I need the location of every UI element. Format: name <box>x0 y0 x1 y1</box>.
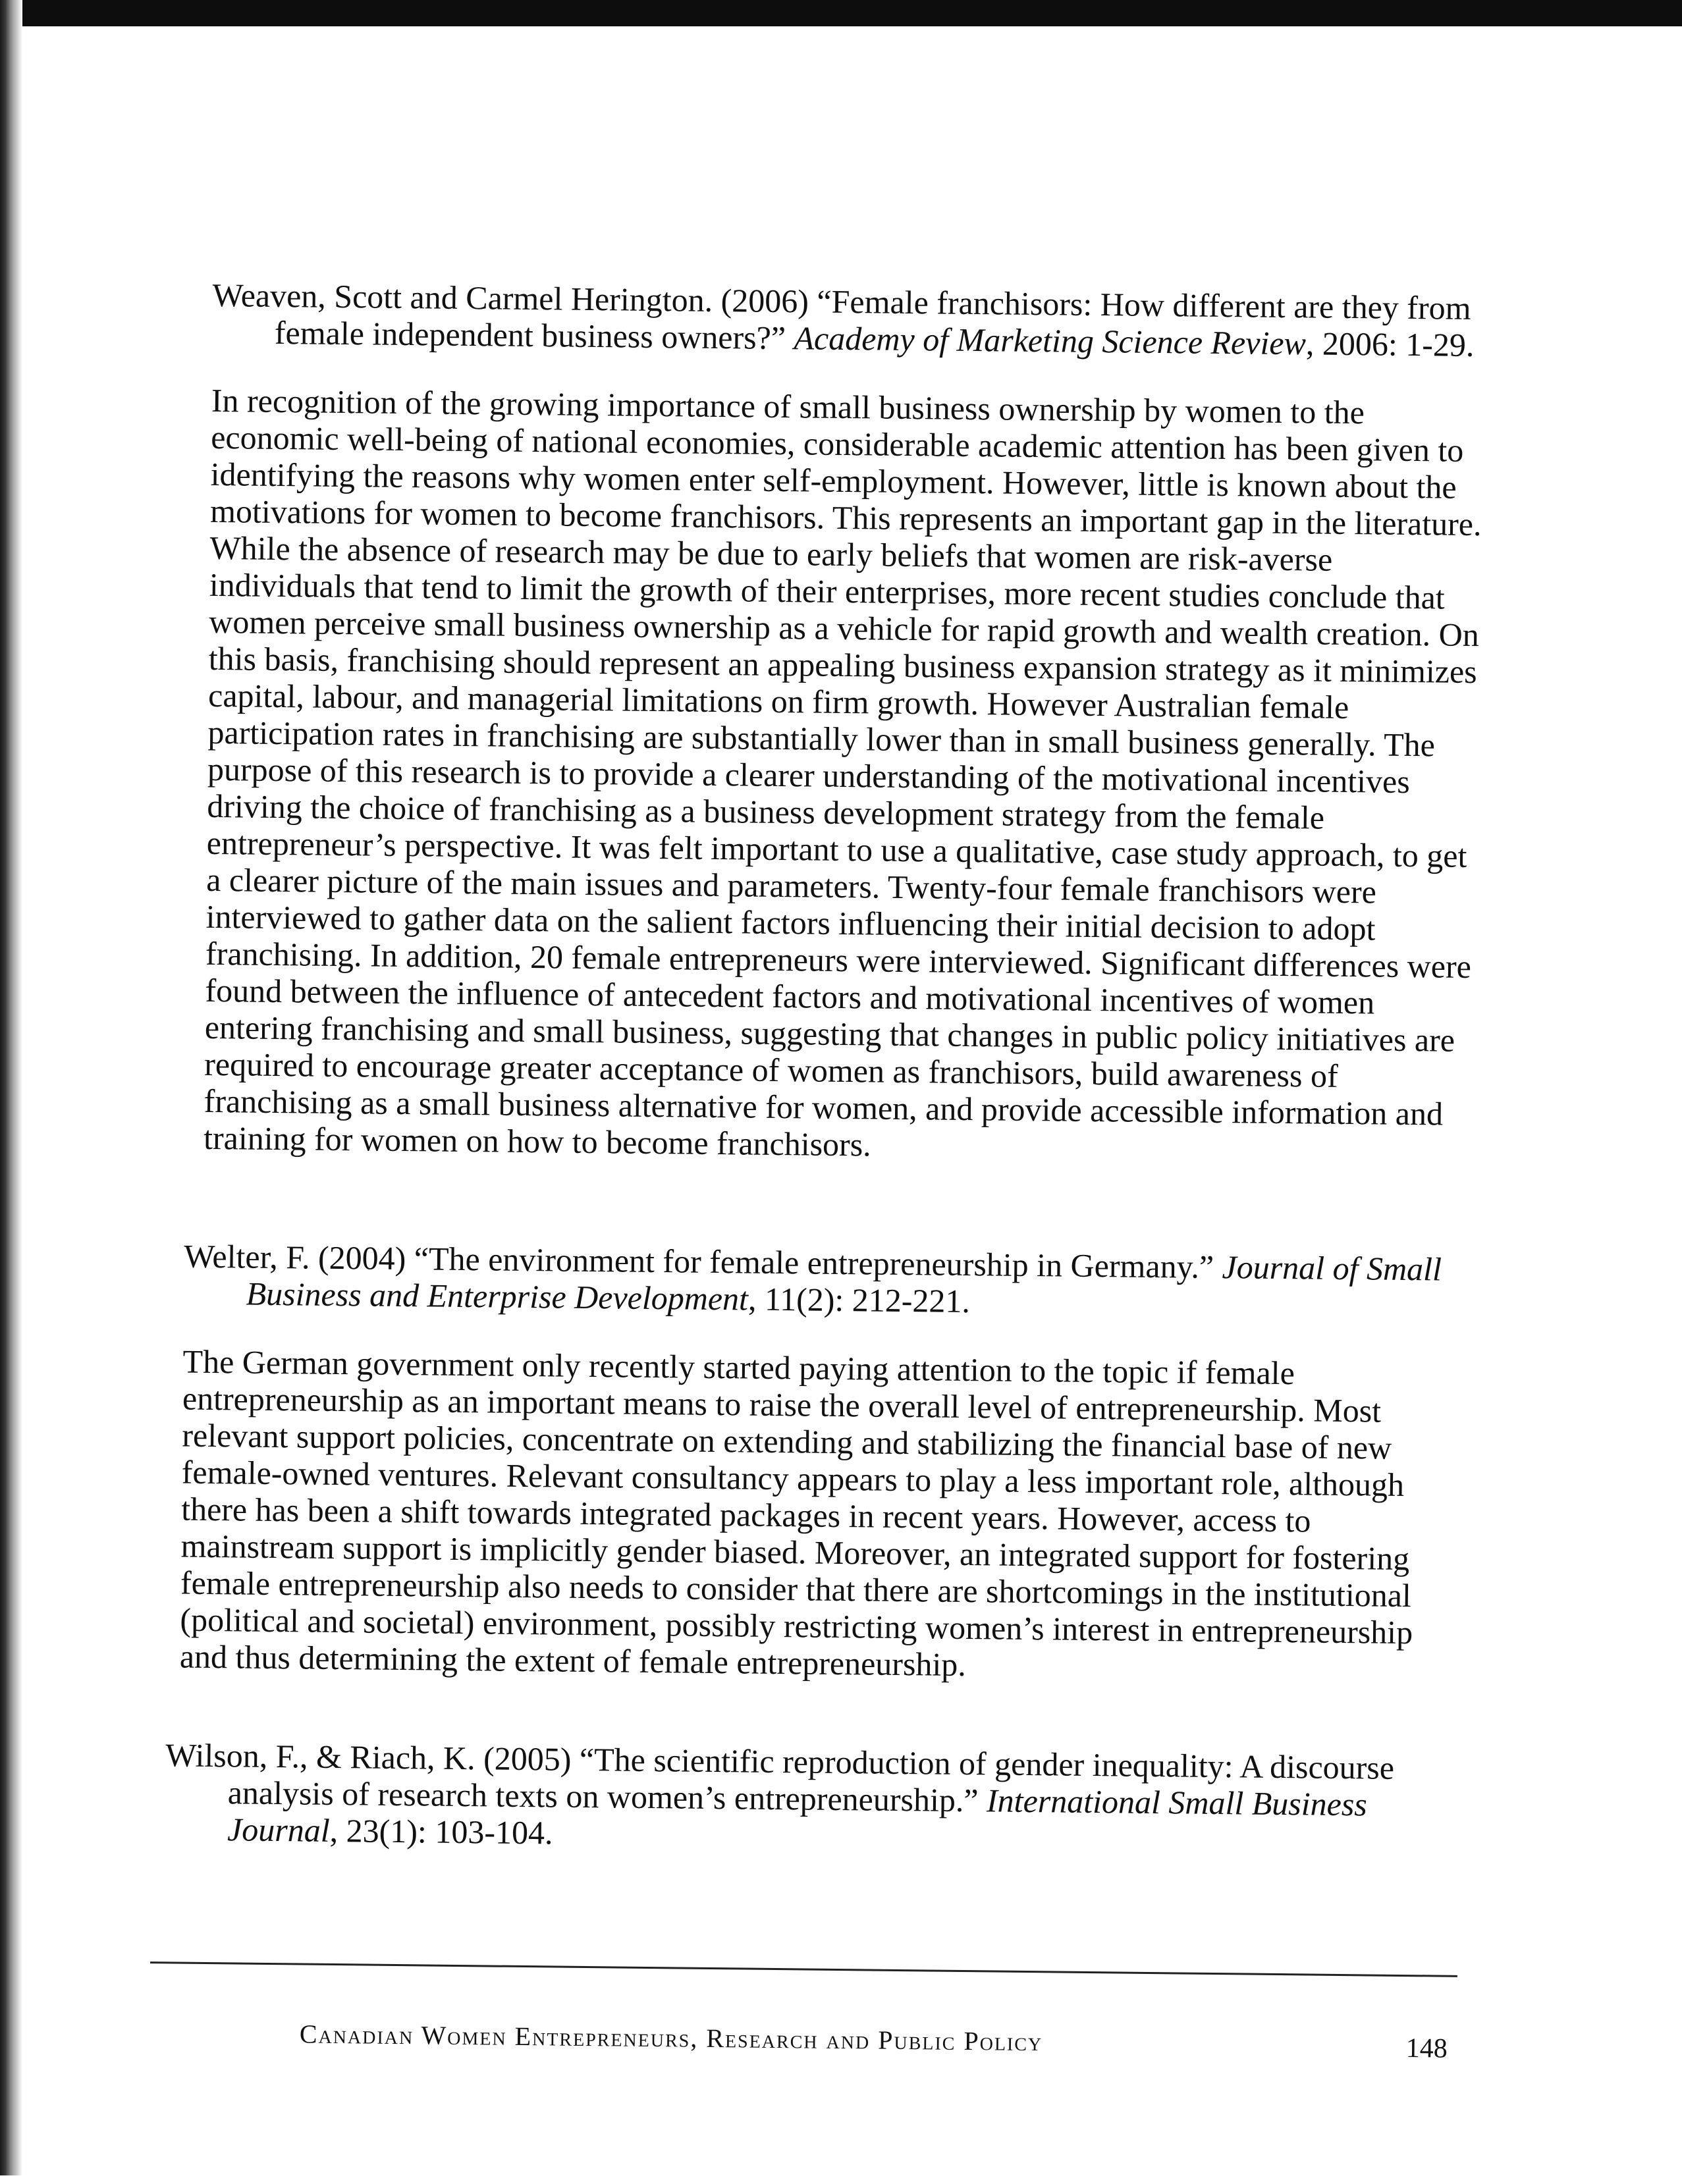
page-number: 148 <box>1405 2033 1448 2064</box>
citation-title: “The environment for female entrepreneurship in Germany.” <box>414 1240 1222 1286</box>
bibliography-entry <box>180 1238 1469 1688</box>
bibliography-entry <box>203 277 1487 1169</box>
citation-details: , 11(2): 212-221. <box>747 1280 971 1320</box>
footer-divider <box>150 1961 1457 1977</box>
bibliography-entry <box>165 1736 1457 1861</box>
abstract-text: In recognition of the growing importance of small business ownership by women to the economic well-being of national economies, considerable academic attention has been given to identifying the reasons why women enter self-employment. However, little is known about the motivations for women to become franchisors. This represents an important gap in the literature. While the absence of research may be due to early beliefs that women are risk-averse individuals that tend to limit the growth of their enterprises, more recent studies conclude that women perceive small business ownership as a vehicle for rapid growth and wealth creation. On this basis, franchising should represent an appealing business expansion strategy as it minimizes capital, labour, and managerial limitations on firm growth. However Australian female participation rates in franchising are substantially lower than in small business generally. The purpose of this research is to provide a clearer understanding of the motivational incentives driving the choice of franchising as a business development strategy from the female entrepreneur’s perspective. It was felt important to use a qualitative, case study approach, to get a clearer picture of the main issues and parameters. Twenty-four female franchisors were interviewed to gather data on the salient factors influencing their initial decision to adopt franchising. In addition, 20 female entrepreneurs were interviewed. Significant differences were found between the influence of antecedent factors and motivational incentives of women entering franchising and small business, suggesting that changes in public policy initiatives are required to encourage greater acceptance of women as franchisors, build awareness of franchising as a small business alternative for women, and provide accessible information and training for women on how to become franchisors. <box>203 381 1482 1163</box>
citation-journal: Journal of Small Business and Enterprise Development <box>246 1248 1442 1318</box>
citation-title: “Female franchisors: How different are they from female independent business owners?” <box>274 282 1471 357</box>
abstract <box>203 382 1486 1169</box>
citation-author: Weaven, Scott and Carmel Herington. (2006) <box>212 276 817 320</box>
citation-journal: Academy of Marketing Science Review <box>794 319 1307 362</box>
citation-author: Welter, F. (2004) <box>183 1237 415 1277</box>
footer-publication-title: Canadian Women Entrepreneurs, Research and Public Policy <box>299 2019 1043 2057</box>
abstract-text: The German government only recently started paying attention to the topic if female entrepreneurship as an important means to raise the overall level of entrepreneurship. Most relevant support policies, concentrate on extending and stabilizing the financial base of new female-owned ventures. Relevant consultancy appears to play a less important role, although there has been a shift towards integrated packages in recent years. However, access to mainstream support is implicitly gender biased. Moreover, an integrated support for fostering female entrepreneurship also needs to consider that there are shortcomings in the institutional (political and societal) environment, possibly restricting women’s interest in entrepreneurship and thus determining the extent of female entrepreneurship. <box>179 1343 1413 1684</box>
citation-journal: International Small Business Journal <box>227 1782 1368 1849</box>
citation <box>212 277 1487 363</box>
citation-title: “The scientific reproduction of gender inequality: A discourse analysis of research texts on women’s entrepreneurship.” <box>227 1740 1395 1819</box>
citation-details: , 2006: 1-29. <box>1305 325 1475 364</box>
citation <box>183 1238 1468 1325</box>
citation-author: Wilson, F., & Riach, K. (2005) <box>165 1736 580 1778</box>
citation-details: , 23(1): 103-104. <box>329 1811 553 1851</box>
citation <box>165 1736 1457 1861</box>
abstract <box>180 1343 1467 1688</box>
